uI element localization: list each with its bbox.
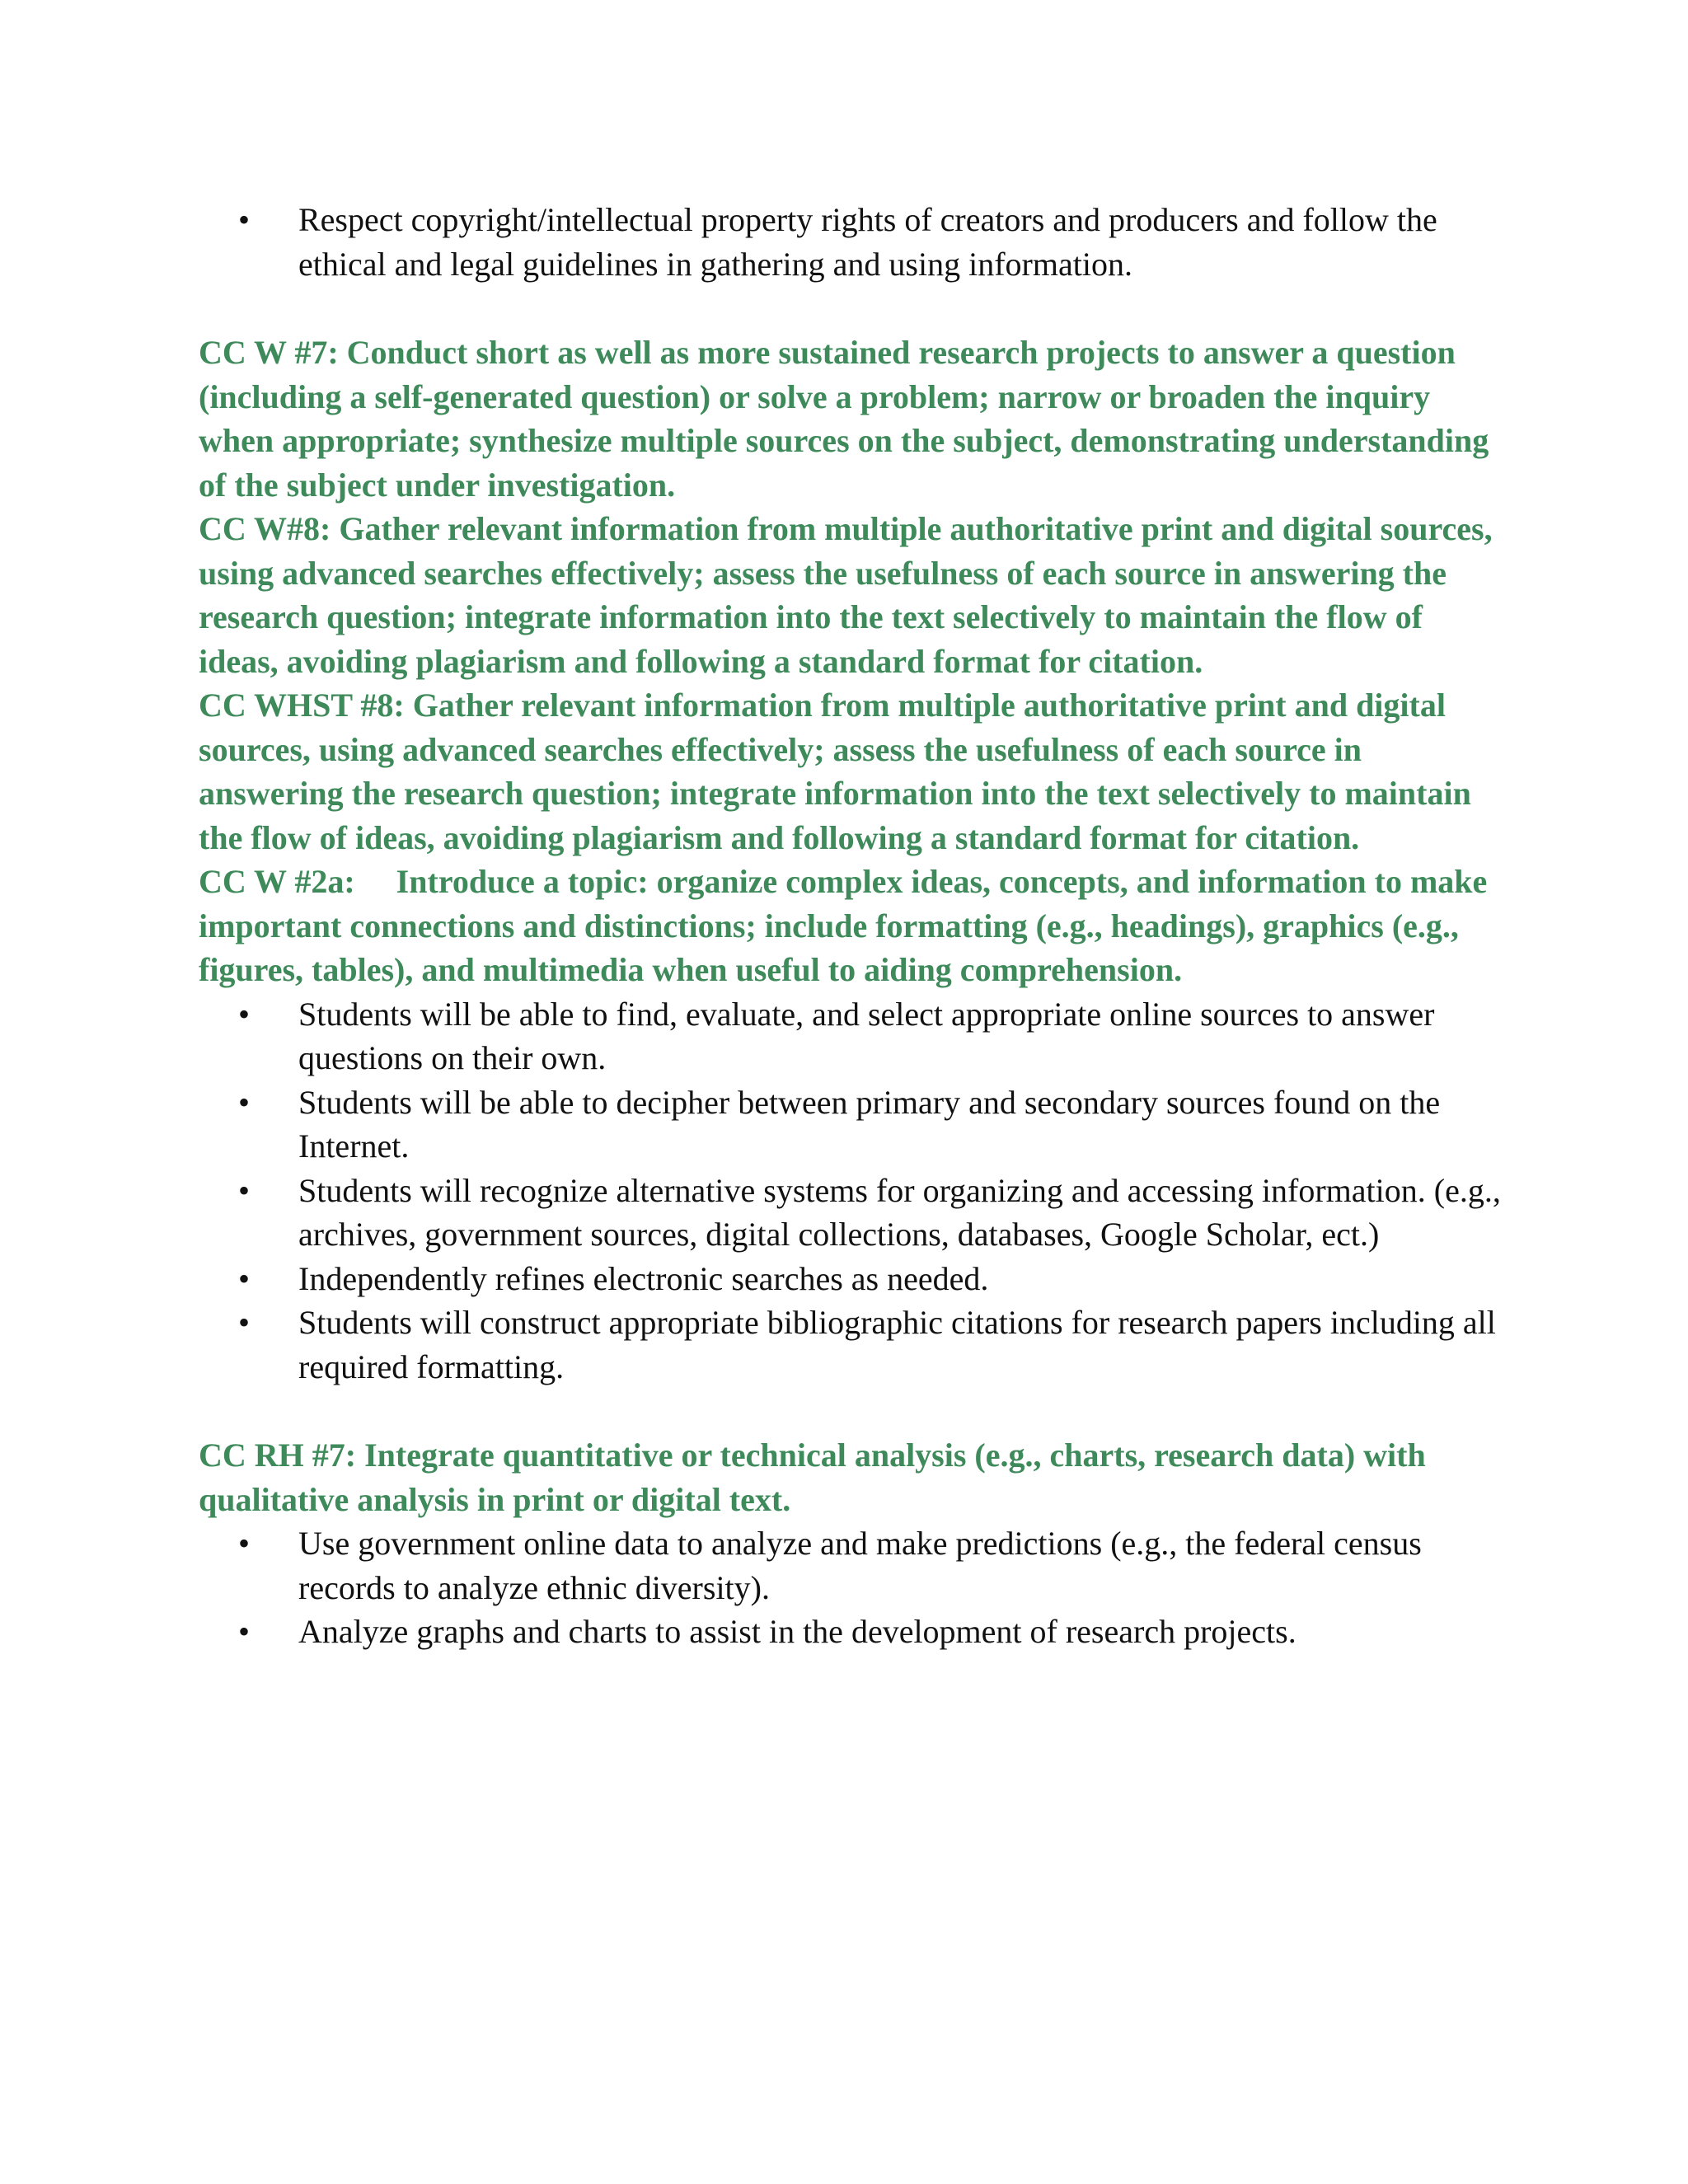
list-item	[199, 198, 1501, 286]
list-item	[199, 1301, 1501, 1389]
list-item	[199, 992, 1501, 1080]
list-item	[199, 1080, 1501, 1169]
standard-cc-whst-8: CC WHST #8: Gather relevant information from multiple authoritative print and digital sources, using advanced searches effectively; assess the usefulness of each source in answering the research question; integrate information into the text selectively to maintain the flow of ideas, avoiding plagiarism and following a standard format for citation.	[199, 687, 1479, 856]
bullet-text: Students will be able to find, evaluate, and select appropriate online sources to answer questions on their own.	[298, 995, 1435, 1076]
spacer	[199, 286, 1501, 330]
bullet-text: Students will be able to decipher between primary and secondary sources found on the Internet.	[298, 1083, 1441, 1165]
bullet-marker: •	[237, 995, 250, 1033]
standard-cc-w-8: CC W#8: Gather relevant information from multiple authoritative print and digital sources, using advanced searches effectively; assess the usefulness of each source in answering the research question; integrate information into the text selectively to maintain the flow of ideas, avoiding plagiarism and following a standard format for citation.	[199, 510, 1493, 680]
bullet-marker: •	[237, 1304, 250, 1341]
list-item	[199, 1257, 1501, 1301]
standard-cc-w-7: CC W #7: Conduct short as well as more sustained research projects to answer a question (including a self-generated question) or solve a problem; narrow or broaden the inquiry when appropriate; synthesize multiple sources on the subject, demonstrating understanding of the subject under investigation.	[199, 334, 1489, 504]
bullet-text: Analyze graphs and charts to assist in the development of research projects.	[298, 1613, 1296, 1650]
list-item	[199, 1610, 1501, 1654]
list-item	[199, 1521, 1501, 1610]
bullet-marker: •	[237, 1525, 250, 1562]
standard-cc-w-2a: CC W #2a: Introduce a topic: organize complex ideas, concepts, and information to make important connections and distinctions; include formatting (e.g., headings), graphics (e.g., figures, tables), and multimedia when useful to aiding comprehension.	[199, 863, 1496, 988]
spacer	[199, 1389, 1501, 1433]
standard-cc-rh-7: CC RH #7: Integrate quantitative or technical analysis (e.g., charts, research data) with qualitative analysis in print or digital text.	[199, 1436, 1426, 1518]
list-item	[199, 1169, 1501, 1257]
bullet-marker: •	[237, 1171, 250, 1209]
bullet-marker: •	[237, 1613, 250, 1650]
skills-bullet-list	[199, 992, 1501, 1390]
intro-bullet-list	[199, 198, 1501, 286]
bullet-text: Respect copyright/intellectual property rights of creators and producers and follow the ethical and legal guidelines in gathering and using information.	[298, 201, 1437, 283]
bullet-text: Students will construct appropriate bibliographic citations for research papers including all required formatting.	[298, 1304, 1496, 1385]
bullet-text: Students will recognize alternative systems for organizing and accessing information. (e.g., archives, government sources, digital collections, databases, Google Scholar, ect.)	[298, 1171, 1501, 1253]
bullet-text: Independently refines electronic searches as needed.	[298, 1259, 989, 1297]
bullet-marker: •	[237, 1083, 250, 1121]
document-page	[199, 198, 1501, 1654]
bullet-marker: •	[237, 201, 250, 238]
analysis-bullet-list	[199, 1521, 1501, 1654]
bullet-text: Use government online data to analyze and make predictions (e.g., the federal census records to analyze ethnic diversity).	[298, 1525, 1422, 1606]
bullet-marker: •	[237, 1259, 250, 1297]
